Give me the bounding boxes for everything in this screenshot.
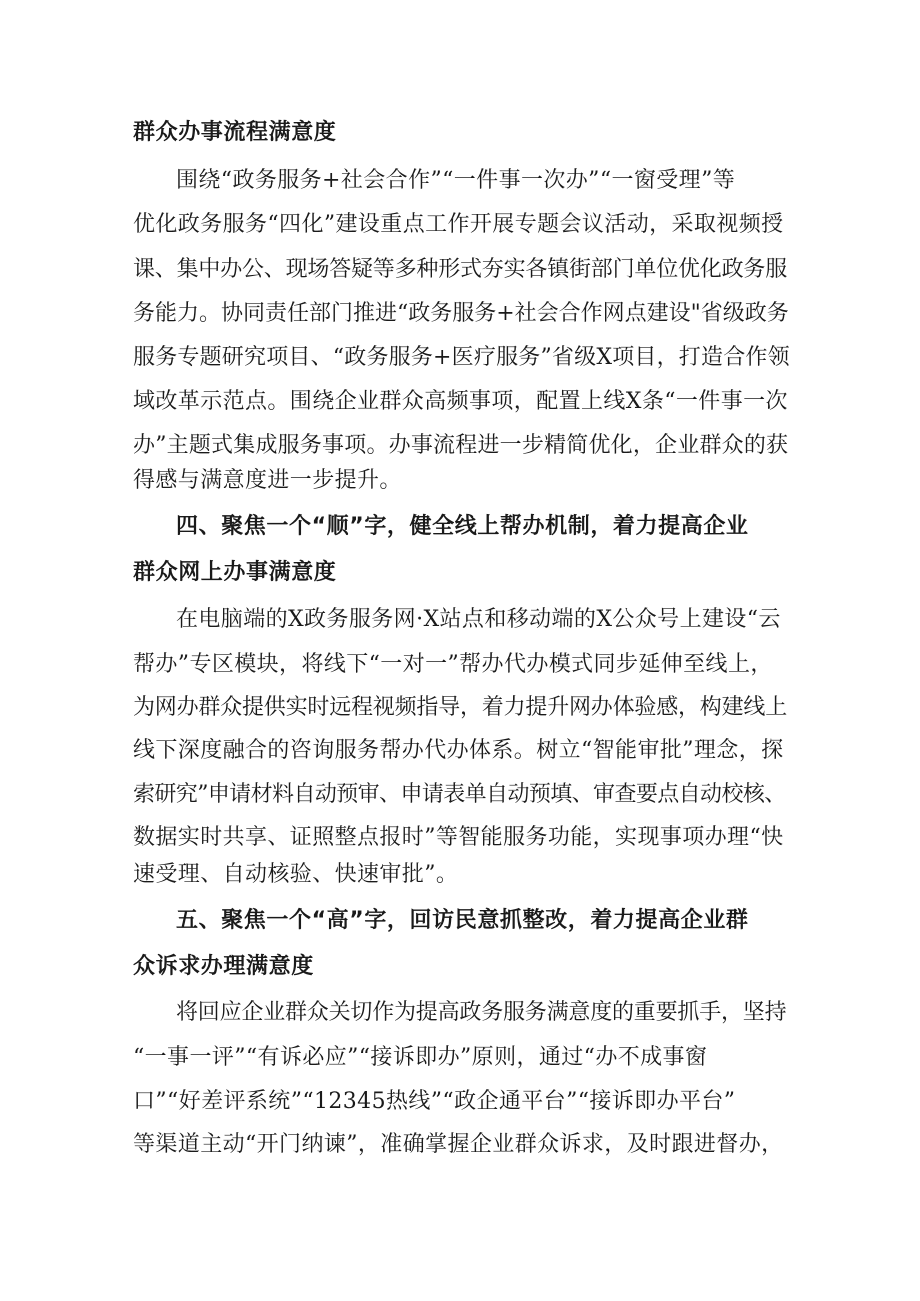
section-heading-continuation: 群众办事流程满意度 xyxy=(133,120,337,145)
paragraph-1-line-1: 围绕“政务服务+社会合作”“一件事一次办”“一窗受理”等 xyxy=(176,168,736,193)
paragraph-2-line-6: 数据实时共享、证照整点报时”等智能服务功能，实现事项办理“快 xyxy=(133,825,784,850)
paragraph-2-line-4: 线下深度融合的咨询服务帮办代办体系。树立“智能审批”理念，探 xyxy=(133,738,784,763)
paragraph-1-line-7: 办”主题式集成服务事项。办事流程进一步精简优化，企业群众的获 xyxy=(133,433,789,458)
paragraph-2-line-2: 帮办”专区模块，将线下“一对一”帮办代办模式同步延伸至线上， xyxy=(133,652,773,677)
paragraph-2-line-3: 为网办群众提供实时远程视频指导，着力提升网办体验感，构建线上 xyxy=(133,695,788,720)
paragraph-2-line-5: 索研究”申请材料自动预审、申请表单自动预填、审查要点自动校核、 xyxy=(133,782,786,807)
paragraph-3-line-2: “一事一评”“有诉必应”“接诉即办”原则，通过“办不成事窗 xyxy=(133,1045,708,1070)
paragraph-1-line-2: 优化政务服务“四化”建设重点工作开展专题会议活动，采取视频授 xyxy=(133,212,784,237)
section-5-heading-line-1: 五、聚焦一个“高”字，回访民意抓整改，着力提高企业群 xyxy=(176,908,749,933)
section-5-heading-line-2: 众诉求办理满意度 xyxy=(133,954,314,979)
section-4-heading-line-1: 四、聚焦一个“顺”字，健全线上帮办机制，着力提高企业 xyxy=(176,514,749,539)
paragraph-1-line-8: 得感与满意度进一步提升。 xyxy=(133,468,402,493)
paragraph-1-line-6: 域改革示范点。围绕企业群众高频事项，配置上线X条“一件事一次 xyxy=(133,389,788,414)
paragraph-3-line-3: 口”“好差评系统”“12345热线”“政企通平台”“接诉即办平台” xyxy=(133,1089,736,1114)
paragraph-1-line-5: 服务专题研究项目、“政务服务+医疗服务”省级X项目，打造合作领 xyxy=(133,345,790,370)
paragraph-3-line-4: 等渠道主动“开门纳谏”，准确掌握企业群众诉求，及时跟进督办， xyxy=(133,1132,784,1157)
paragraph-1-line-4: 务能力。协同责任部门推进“政务服务+社会合作网点建设"省级政务 xyxy=(133,301,789,326)
section-4-heading-line-2: 群众网上办事满意度 xyxy=(133,560,337,585)
paragraph-2-line-7: 速受理、自动核验、快速审批”。 xyxy=(133,862,459,887)
paragraph-2-line-1: 在电脑端的X政务服务网·X站点和移动端的X公众号上建设“云 xyxy=(176,607,781,632)
paragraph-3-line-1: 将回应企业群众关切作为提高政务服务满意度的重要抓手，坚持 xyxy=(176,1000,787,1025)
paragraph-1-line-3: 课、集中办公、现场答疑等多种形式夯实各镇街部门单位优化政务服 xyxy=(133,257,788,282)
